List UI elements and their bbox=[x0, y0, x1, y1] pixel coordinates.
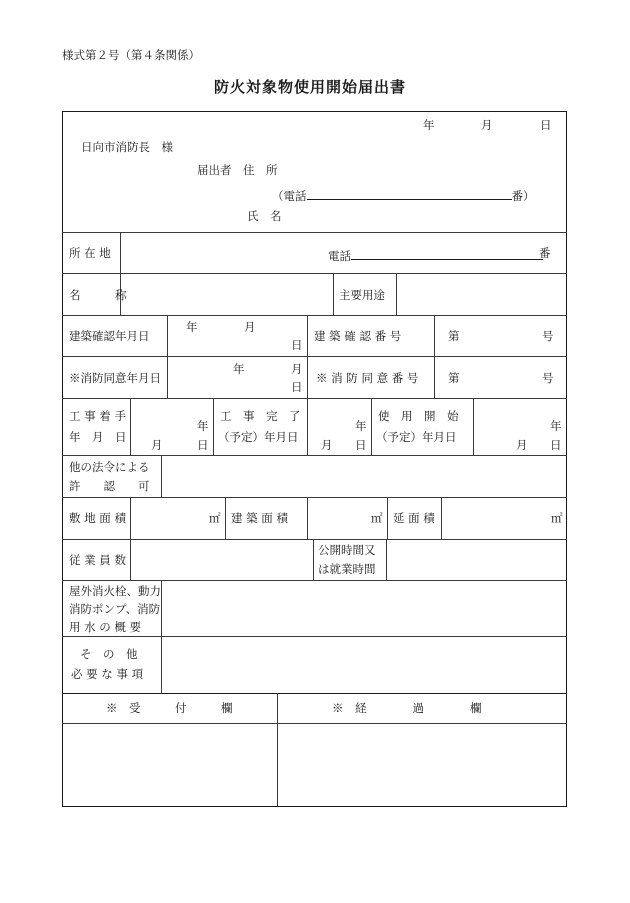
other-label-1: そ の 他 bbox=[80, 647, 138, 661]
col-line bbox=[213, 398, 214, 455]
site-area-unit: ㎡ bbox=[209, 511, 221, 525]
row-line bbox=[62, 273, 567, 274]
location-phone-suffix: 番 bbox=[539, 246, 551, 260]
bc-month: 月 bbox=[244, 320, 256, 334]
fc-dai: 第 bbox=[448, 371, 460, 385]
col-line bbox=[307, 315, 308, 398]
progress-heading: ※ 経 過 欄 bbox=[332, 701, 482, 715]
date-year: 年 bbox=[423, 118, 435, 132]
name-label: 名 称 bbox=[69, 288, 127, 302]
row-line bbox=[62, 580, 567, 581]
col-line bbox=[120, 232, 121, 315]
page-title: 防火対象物使用開始届出書 bbox=[214, 78, 407, 96]
row-line bbox=[62, 693, 567, 694]
building-area-label: 建 築 面 積 bbox=[231, 511, 288, 525]
col-line bbox=[473, 398, 474, 455]
col-line bbox=[387, 497, 388, 539]
location-phone-underline bbox=[351, 248, 543, 260]
form-frame-bottom bbox=[62, 806, 567, 807]
col-line bbox=[371, 398, 372, 455]
col-line bbox=[313, 539, 314, 580]
applicant-phone bbox=[272, 188, 535, 203]
col-line bbox=[307, 497, 308, 539]
col-line bbox=[130, 539, 131, 580]
bc-year: 年 bbox=[186, 320, 198, 334]
col-line bbox=[130, 497, 131, 539]
cp-day: 日 bbox=[355, 438, 367, 452]
site-area-label: 敷 地 面 積 bbox=[69, 511, 126, 525]
cp-month: 月 bbox=[321, 438, 333, 452]
row-line bbox=[62, 455, 567, 456]
col-line bbox=[161, 455, 162, 497]
hydrant-label-3: 用 水 の 概 要 bbox=[69, 620, 142, 634]
location-phone-label: 電話 bbox=[328, 249, 351, 263]
bc-day: 日 bbox=[291, 338, 303, 352]
col-line bbox=[167, 315, 168, 398]
fc-month: 月 bbox=[291, 362, 303, 376]
hydrant-label-1: 屋外消火栓、動力 bbox=[69, 584, 161, 598]
cs-day: 日 bbox=[197, 438, 209, 452]
phone-close: 番） bbox=[511, 189, 535, 203]
form-frame-right bbox=[566, 111, 567, 807]
row-line bbox=[62, 539, 567, 540]
row-line bbox=[62, 723, 567, 724]
hours-label-2: は就業時間 bbox=[318, 562, 376, 576]
col-line bbox=[225, 497, 226, 539]
hours-label-1: 公開時間又 bbox=[318, 543, 376, 557]
fc-day: 日 bbox=[291, 380, 303, 394]
location-phone bbox=[328, 248, 543, 263]
bc-gou: 号 bbox=[542, 329, 554, 343]
reception-heading: ※ 受 付 欄 bbox=[106, 701, 233, 715]
other-label-2: 必 要 な 事 項 bbox=[71, 667, 144, 681]
completion-label-1: 工 事 完 了 bbox=[220, 409, 301, 423]
date-day: 日 bbox=[540, 118, 552, 132]
cs-year: 年 bbox=[197, 419, 209, 433]
cp-year: 年 bbox=[355, 419, 367, 433]
col-line bbox=[333, 273, 334, 315]
us-year: 年 bbox=[550, 419, 562, 433]
fc-gou: 号 bbox=[542, 371, 554, 385]
col-line bbox=[161, 580, 162, 693]
use-start-label-2: （予定）年月日 bbox=[376, 430, 457, 444]
row-line bbox=[62, 315, 567, 316]
col-line bbox=[277, 693, 278, 806]
employees-label: 従 業 員 数 bbox=[69, 553, 126, 567]
col-line bbox=[386, 539, 387, 580]
row-line bbox=[62, 398, 567, 399]
other-law-label-1: 他の法令による bbox=[69, 460, 150, 474]
form-frame-top bbox=[62, 111, 567, 112]
fc-year: 年 bbox=[233, 362, 245, 376]
row-line bbox=[62, 232, 567, 233]
col-line bbox=[434, 315, 435, 398]
building-area-unit: ㎡ bbox=[371, 511, 383, 525]
row-line bbox=[62, 356, 567, 357]
hydrant-label-2: 消防ポンプ、消防 bbox=[69, 602, 161, 616]
building-confirm-no-label: 建 築 確 認 番 号 bbox=[314, 329, 402, 343]
cs-month: 月 bbox=[151, 438, 163, 452]
row-line bbox=[62, 636, 567, 637]
other-law-label-2: 許 認 可 bbox=[69, 479, 150, 493]
form-frame-left bbox=[62, 111, 63, 807]
building-confirm-date-label: 建築確認年月日 bbox=[69, 329, 150, 343]
col-line bbox=[441, 497, 442, 539]
location-label: 所 在 地 bbox=[69, 246, 111, 260]
phone-open: （電話 bbox=[272, 189, 307, 203]
applicant-address-label: 届出者 住 所 bbox=[197, 163, 278, 177]
phone-underline bbox=[307, 188, 512, 200]
applicant-name-label: 氏 名 bbox=[247, 209, 282, 223]
fire-consent-no-label: ※ 消 防 同 意 番 号 bbox=[316, 371, 419, 385]
main-use-label: 主要用途 bbox=[339, 288, 385, 302]
row-line bbox=[62, 497, 567, 498]
col-line bbox=[396, 273, 397, 315]
addressee: 日向市消防長 様 bbox=[81, 140, 173, 154]
fire-consent-date-label: ※消防同意年月日 bbox=[69, 371, 161, 385]
floor-area-unit: ㎡ bbox=[551, 511, 563, 525]
floor-area-label: 延 面 積 bbox=[393, 511, 435, 525]
us-day: 日 bbox=[550, 438, 562, 452]
completion-label-2: （予定）年月日 bbox=[218, 430, 299, 444]
bc-dai: 第 bbox=[448, 329, 460, 343]
date-month: 月 bbox=[481, 118, 493, 132]
us-month: 月 bbox=[516, 438, 528, 452]
col-line bbox=[307, 398, 308, 455]
construction-start-label-1: 工 事 着 手 bbox=[69, 409, 126, 423]
col-line bbox=[130, 398, 131, 455]
use-start-label-1: 使 用 開 始 bbox=[378, 409, 459, 423]
form-number: 様式第２号（第４条関係） bbox=[62, 48, 200, 62]
construction-start-label-2: 年 月 日 bbox=[69, 430, 127, 444]
